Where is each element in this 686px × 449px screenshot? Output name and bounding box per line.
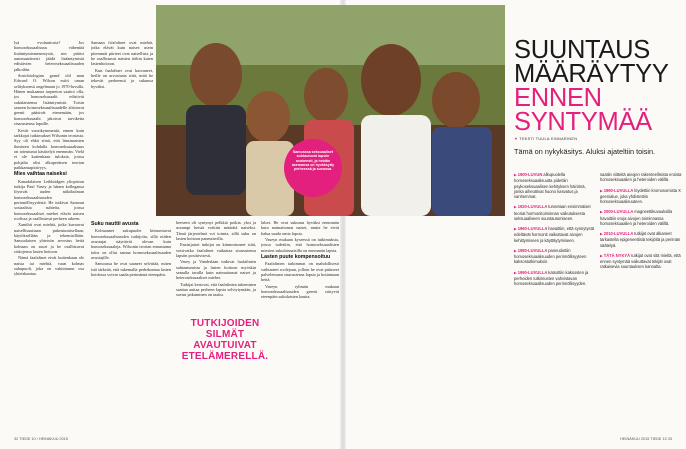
timeline-year: 2000-LUVULLA — [603, 209, 635, 215]
byline-text: TEKSTI TUULA KINNARINEN — [519, 137, 578, 141]
article-column-2 — [91, 40, 153, 200]
timeline-entry — [600, 172, 682, 183]
timeline-entry — [514, 204, 594, 221]
timeline-text: alkupuolella homoseksuaalisuutta pidettiin psykoseksuaalisen kehityksen häiriönä, jonka aiheuttivat huono kasvatus ja vanhemmat. — [514, 172, 586, 199]
section-subheading: Lasten puute kompensoituu — [261, 254, 331, 261]
timeline-entry — [514, 248, 594, 265]
timeline-entry — [514, 226, 594, 243]
body-paragraph: Xanithit ovat miehiä, jotka kuvaavat naisellisuuttaan pukeutumisellaan, käytöksellään ja tekemisillään. Samoalaisen yhteisön arvostus heitä kohtaan on suuri ja he osallistuvat siskojensa lasten hoitoon. — [14, 222, 84, 255]
timeline-entry — [514, 172, 594, 199]
timeline-text: katsottiin kaksosten ja perheiden tutkimusten vahvistavan homoseksuaalisuuden perinnöllisyyden. — [514, 269, 589, 286]
article-column-1 — [14, 40, 84, 432]
triangle-bullet-icon: ▶ — [600, 253, 603, 258]
timeline-text: saatiin viitteitä aivojen rakenteellisista eroista homoseksuaalien ja heteroiden välillä. — [600, 172, 682, 183]
timeline-entry — [600, 188, 682, 205]
triangle-bullet-icon: ▶ — [514, 227, 517, 231]
photo-caption-badge: Samoassa seksuaaliset suhtautuvat lapsiin avoimesti, ja heidän asemansa on hyväksytty perheessä ja suvussa. — [284, 139, 342, 197]
timeline-year: 1900-LUVUN — [517, 172, 544, 177]
timeline-text: löydettiin kromosomista X geenialue, joka yhdistettiin homoseksuaalisuuteen. — [600, 187, 681, 204]
timeline-year: 1920-LUVULLA — [517, 204, 549, 210]
triangle-bullet-icon: ▶ — [514, 173, 517, 177]
timeline-year: 2010-LUVULLA — [603, 231, 635, 236]
timeline-text: tunnetaan ensimmäiset teoriat hormonitoiminnan vaikutuksesta seksuaaliseen suuntautumiseen. — [514, 204, 591, 221]
headline-line-2: ENNEN SYNTYMÄÄ — [514, 84, 652, 136]
body-paragraph: Kolmannet sukupuolet kiinnostavat homoseksuaalisuuden tutkijoita, sillä niiden avustajat näyttävät olevan kuin homoseksuaaleja. Wilsonin teorian ennustama tulos on ollut samaa homoseksuaalisuuden avustajille. — [91, 228, 171, 261]
timeline-year: TÄTÄ NYKYÄ — [603, 252, 632, 258]
body-paragraph: lyä evoluutiosta? Jos homoseksuaalisuus vähentää lisääntymismenestystä, sen pitäisi automaattisesti jäädä lisääntymistä edistävien heteroseksuaalisuuden jalkoihin. — [14, 40, 84, 72]
timeline-entry — [600, 231, 682, 248]
lead-text: Tämä on nykykäsitys. Aluksi ajateltiin toisin. — [514, 147, 656, 156]
body-paragraph: Samaan fa'afafinet ovat miehiä, jotka elävät kuin naiset: usein pitemmät piirteet ovat naisellisia ja he osallistuvat naisten töihin kuten lastenhoitoon. — [91, 40, 153, 67]
page-folio-left: 32 TIEDE 10 / HEINÄKUU 2015 — [14, 437, 68, 441]
article-column-2-lower — [91, 220, 171, 432]
timeline-text: havaittiin, että synnytystä edeltävät hormonit vaikuttavat aivojen kehittymiseen ja käyttäytymiseen. — [514, 226, 595, 243]
timeline-left — [514, 172, 594, 291]
timeline-year: 1980-LUVULLA — [517, 247, 549, 253]
body-paragraph: Vasey ja Vanderlaan tutkivat faafafinien suhtautumista ja lasten hoitoon myöskin samalla tavalla kuin naimattomat naiset ja heteroseksuaaliset miehet. — [176, 259, 256, 281]
body-paragraph: Faafafinien tarkimmat on mahdollisesti vaihtaneet roolejaan, jolloin he ovat päässeet palvelemaan sisarustensa lapsia ja hoitamaan heitä. — [261, 261, 339, 283]
triangle-bullet-icon: ▶ — [514, 270, 517, 275]
timeline-entry — [514, 270, 594, 287]
triangle-bullet-icon: ▶ — [514, 205, 517, 210]
section-subheading: Suku nauttii avusta — [91, 221, 139, 227]
body-paragraph: Vaseyn ryhmän mukaan homoseksuaalisuuden geenit siirtyvät eteenpäin sukulaisten kautta. — [261, 283, 339, 300]
body-paragraph: Kevät vuosikymmentä, ennen kuin tarkkojat tutkimukset Wilsonin teoriasta. Syy oli ehkä siinä, että länsimaisten ihmisten kohdalla homoseksuaalisuus on toteutunut käsittelyä enemmän. Vielä ei ole kuitenkaan tuloksia, joissa pohjalta olisi alkuperäisen teorian paikkansapitävyys. — [14, 127, 84, 170]
body-paragraph: Kanadalaisen Lethbridgen yliopiston tutkija Paul Vasey ja hänen kollegansa löysivät uuden näkökulman homoseksuaalisuuden perinnöllisyydestä. He tutkivat Samoan sosiaalisia suhteita, joissa homoseksuaaliset miehet elävät naisen roolissa ja osallistuvat perheen arkeen. — [14, 178, 84, 221]
section-subheading: Mies vaihtaa naiseksi — [14, 171, 67, 178]
timeline-year: 1960-LUVULLA — [517, 226, 549, 231]
timeline-right — [600, 172, 682, 275]
timeline-text: tutkijat ovat sitä mieltä, että ennen syntymää vaikuttavat tekijät ovat ratkaisevia suuntauksen kannalta. — [600, 252, 681, 270]
headline — [514, 38, 680, 134]
body-paragraph: Ensisijaiset tutkijat on kiinnostuneet siitä, voisivatko faafafinet vaikuttaa sisarustensa lapsiin positiivisesti. — [176, 242, 256, 259]
body-paragraph: Nämä faafafinet eivät kuitenkaan ole naisia tai miehiä, vaan kolmas sukupuoli, joka on vakiintunut osa yhteiskuntaa. — [14, 255, 84, 277]
triangle-bullet-icon: ▶ — [600, 210, 603, 215]
timeline-text: paneuduttiin homoseksuaalisuuden perinnöllisyyteen kaksostutkimuksin. — [514, 247, 587, 265]
body-paragraph: Kun faafafinet ovat kasvaneet, heille on arvostusta siitä, mitä he tekevät perheensä ja sukunsa hyväksi. — [91, 67, 153, 89]
timeline-year: 1990-LUVULLA — [517, 269, 549, 275]
timeline-year: 1990-LUVULLA — [603, 187, 635, 193]
triangle-icon: ▼ — [514, 137, 519, 141]
timeline-text: magneettikuvauksilla havaittiin eroja aivojen toiminnassa homoseksuaalien ja heteroiden välillä. — [600, 209, 673, 226]
page-folio-right: HEINÄKUU 2015 TIEDE 10 33 — [620, 437, 672, 441]
byline — [514, 137, 577, 141]
triangle-bullet-icon: ▶ — [600, 232, 603, 236]
body-paragraph: Vaseyn mukaan kyseessä on tutkimuksia, joissa todettiin, että homoseksuaalisten miesten sukulaisnaisilla on enemmän lapsia. — [261, 237, 339, 253]
timeline-entry — [600, 253, 682, 270]
body-paragraph: lalset. He ovat sukunsa hyväksi enemmän kuin naimattomat naiset, mutta he eivät halua saada omia lapsia. — [261, 220, 339, 236]
body-paragraph: Sosiobiologian grand old man Edward O. Wilson esitti oman selityksensä ongelmaan jo 1970-luvulla. Hänen mukaansa tarpeeton saattoi olla, jos homoseksuaalit edistivät sukulaistensa lisääntymistä. Toisin sanoen homoseksuaalisuudelle altistavat geenit pääsivät etenemään, jos homoseksuaalit jakoivat tarviketta sisarustensa lapsille. — [14, 73, 84, 127]
pull-quote: TUTKIJOIDEN SILMÄT AVAUTUIVAT ETELÄMERELLÄ. — [181, 318, 269, 362]
triangle-bullet-icon: ▶ — [514, 248, 517, 253]
body-paragraph: Tutkijat kertovat, että faafafinien tukeminen saattaa auttaa perheen lapsia selviytymään, ja suvun jatkuminen on taattu. — [176, 281, 256, 298]
body-paragraph: heeseen oli syntynyt pelkkiä poikia, yksi ja useampi heistä voittiin määrätä naiseksi. Tämä järjestelmä voi toimia, sillä suku on lasten hoitoon paneutuvilla. — [176, 220, 256, 242]
timeline-text: tutkijat ovat alkaneet tarkastella epigeneettisiä tekijöitä ja perimän säätelyä. — [600, 231, 681, 248]
body-paragraph: Samoassa he ovat saaneet selvittää, miten isiä tärkeää, että tukemalla perhekuntaa lasten hoidossa voivat saada perimänsä eteenpäin. — [91, 261, 171, 278]
timeline-entry — [600, 209, 682, 226]
headline-line-1: SUUNTAUS MÄÄRÄYTYY — [514, 36, 669, 88]
triangle-bullet-icon: ▶ — [600, 188, 603, 193]
